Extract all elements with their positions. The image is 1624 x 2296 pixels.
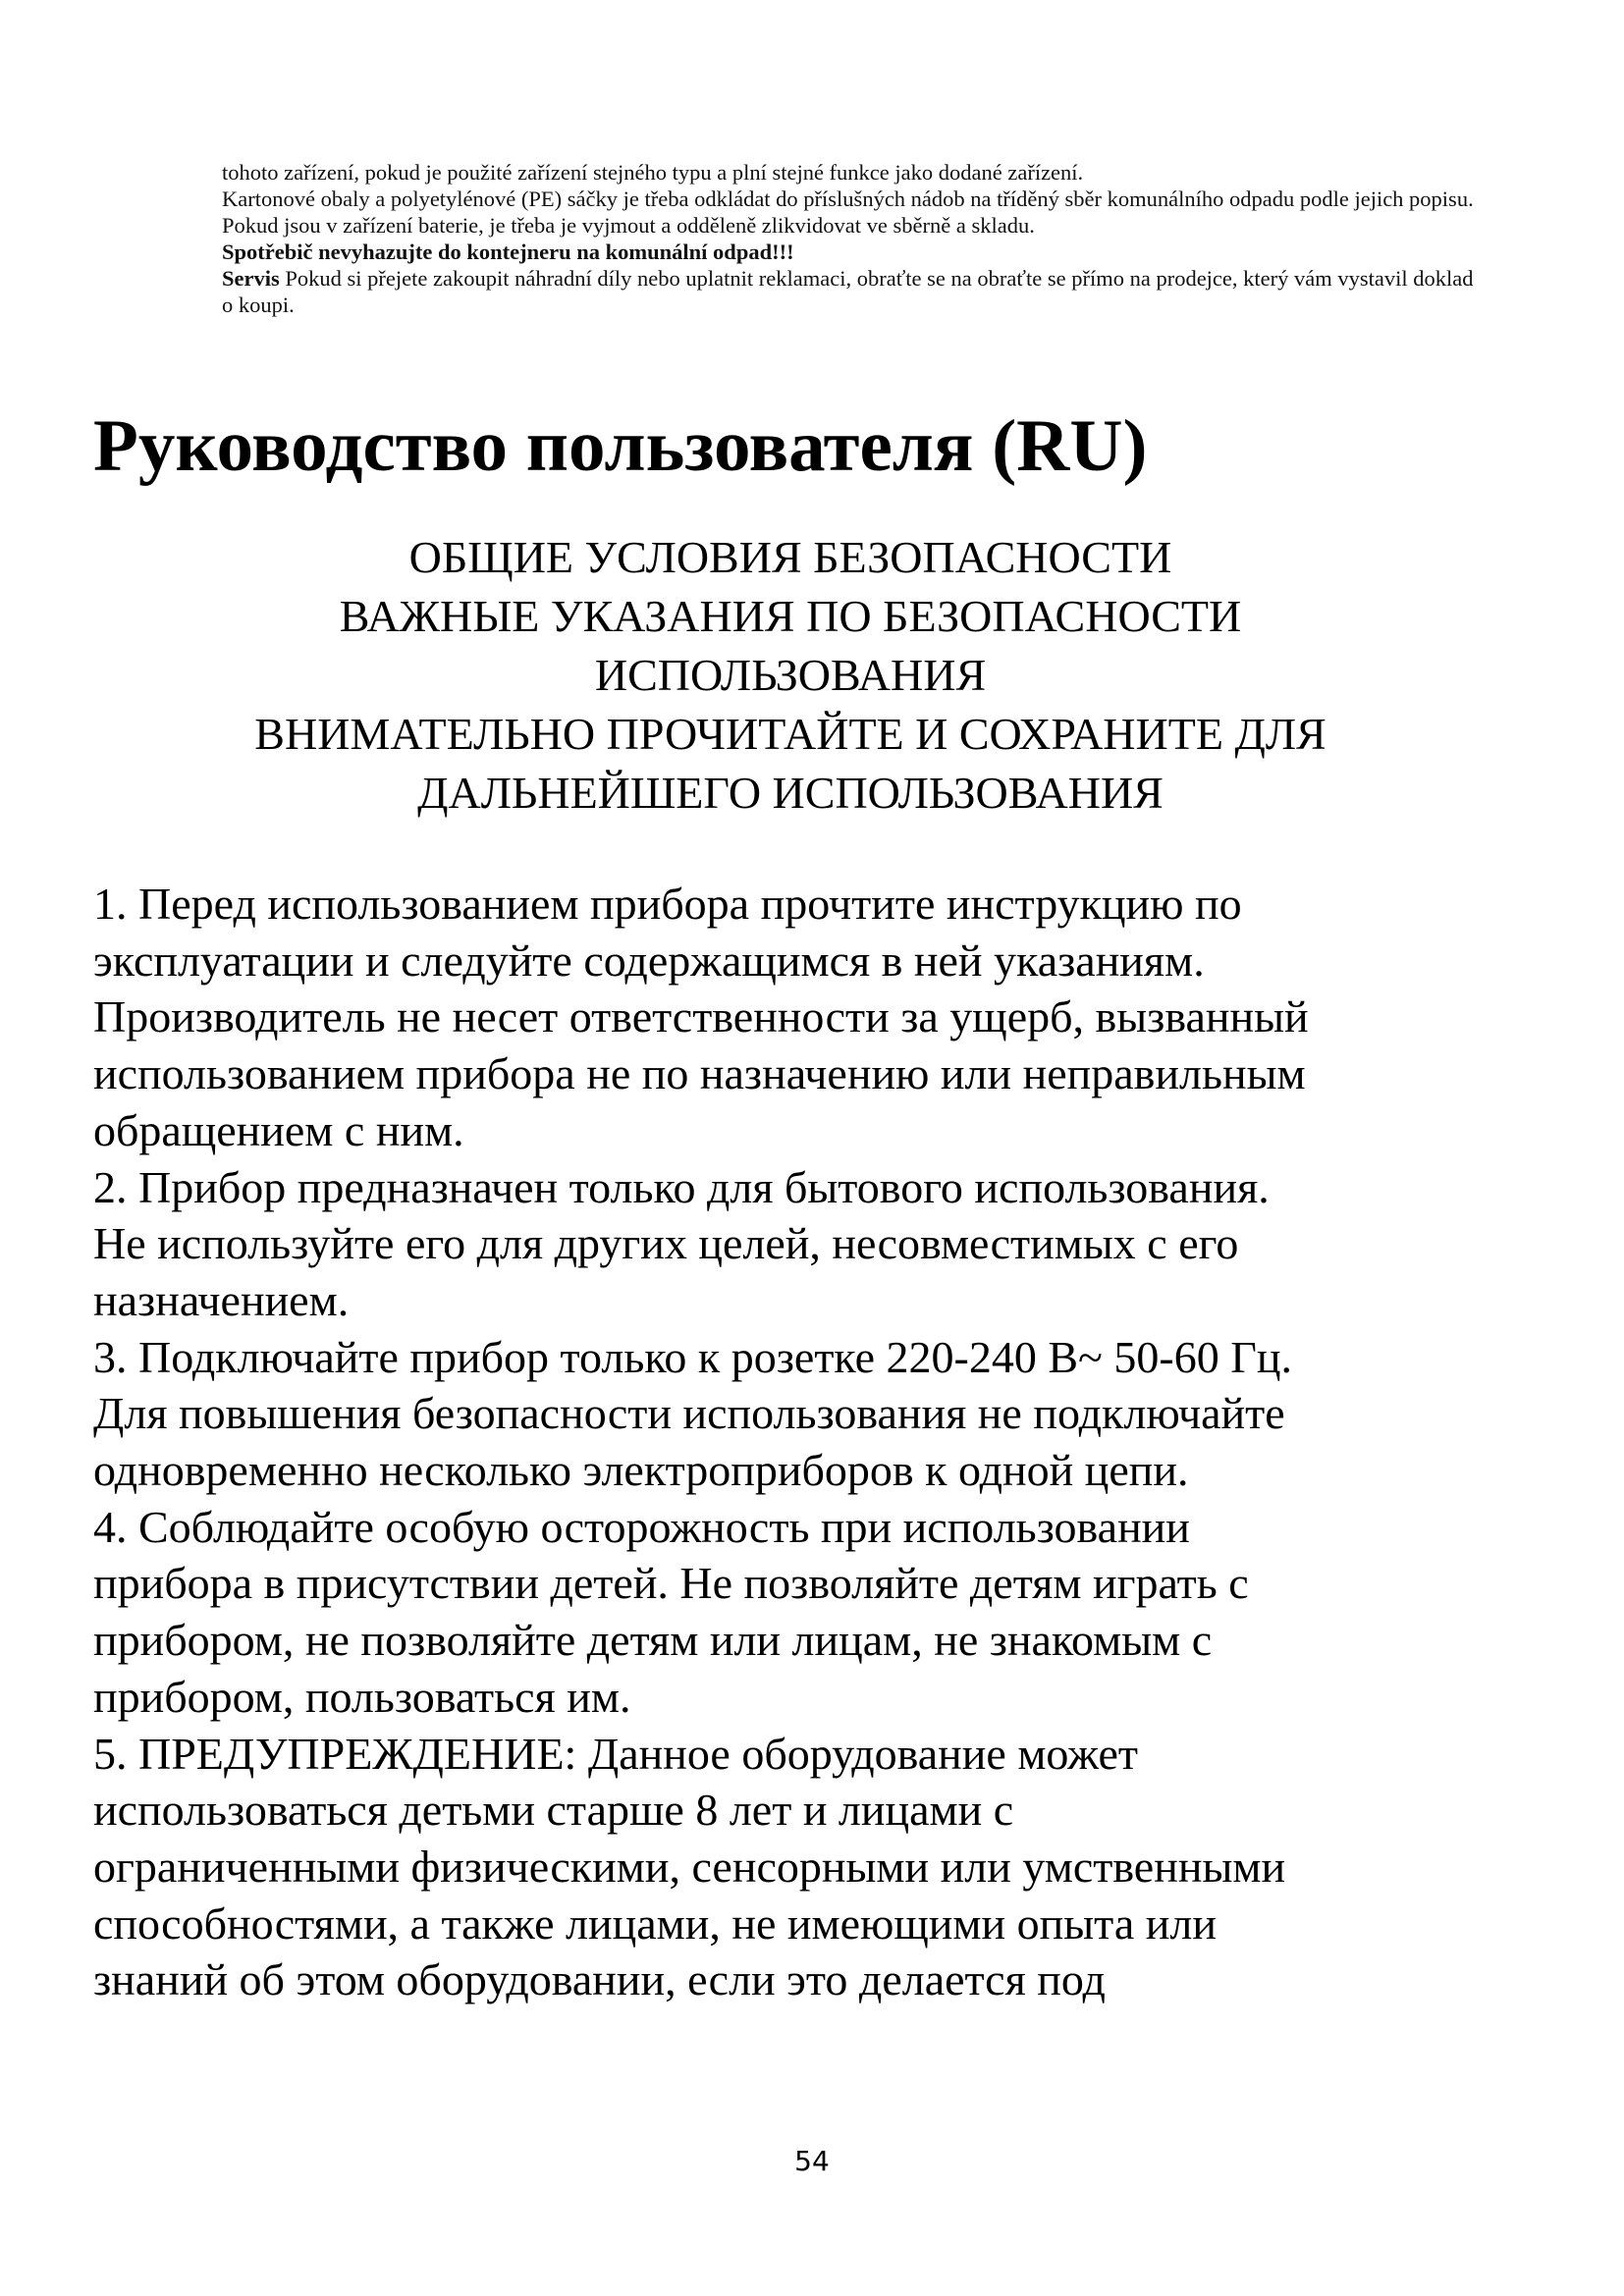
body-line: назначением. xyxy=(93,1274,350,1325)
heading-line: ВНИМАТЕЛЬНО ПРОЧИТАЙТЕ И СОХРАНИТЕ ДЛЯ xyxy=(254,709,1326,759)
safety-heading xyxy=(93,528,1488,823)
body-line: прибором, не позволяйте детям или лицам, не знакомым с xyxy=(93,1615,1213,1666)
body-line: эксплуатации и следуйте содержащимся в ней указаниям. xyxy=(93,934,1205,986)
czech-line: Kartonové obaly a polyetylénové (PE) sáčky je třeba odkládat do příslušných nádob na tříděný sběr komunálního odpadu podle jejich popisu. Pokud jsou v zařízení baterie, je třeba je vyjmout a odděleně zlikvidovat ve sběrně a skladu. xyxy=(222,187,1474,238)
body-line: ограниченными физическими, сенсорными или умственными xyxy=(93,1841,1286,1892)
body-line: 1. Перед использованием прибора прочтите инструкцию по xyxy=(93,879,1242,929)
body-line: способностями, а также лицами, не имеющими опыта или xyxy=(93,1897,1217,1949)
body-line: Не используйте его для других целей, несовместимых с его xyxy=(93,1218,1239,1269)
body-line: Производитель не несет ответственности за ущерб, вызванный xyxy=(93,991,1309,1042)
heading-line: ИСПОЛЬЗОВАНИЯ xyxy=(594,650,987,700)
body-line: одновременно несколько электроприборов к одной цепи. xyxy=(93,1445,1189,1496)
service-label: Servis xyxy=(222,266,280,291)
czech-disposal-section xyxy=(222,159,1489,318)
service-text: Pokud si přejete zakoupit náhradní díly nebo uplatnit reklamaci, obraťte se na obraťte se přímo na prodejce, který vám vystavil doklad o koupi. xyxy=(222,266,1474,317)
czech-warning-text: Spotřebič nevyhazujte do kontejneru na komunální odpad!!! xyxy=(222,240,794,264)
czech-warning xyxy=(222,239,1489,265)
czech-line: tohoto zařízení, pokud je použité zařízení stejného typu a plní stejné funkce jako dodané zařízení. xyxy=(222,160,1084,185)
body-line: Для повышения безопасности использования не подключайте xyxy=(93,1388,1285,1439)
czech-service xyxy=(222,265,1489,318)
body-line: 5. ПРЕДУПРЕЖДЕНИЕ: Данное оборудование может xyxy=(93,1728,1138,1779)
body-line: 4. Соблюдайте особую осторожность при использовании xyxy=(93,1501,1190,1552)
safety-instructions xyxy=(93,876,1527,2008)
heading-line: ДАЛЬНЕЙШЕГО ИСПОЛЬЗОВАНИЯ xyxy=(417,768,1164,818)
body-line: обращением с ним. xyxy=(93,1104,464,1155)
body-line: прибором, пользоваться им. xyxy=(93,1671,631,1722)
body-line: 2. Прибор предназначен только для бытового использования. xyxy=(93,1161,1270,1212)
body-line: прибора в присутствии детей. Не позволяйте детям играть с xyxy=(93,1558,1249,1609)
body-line: 3. Подключайте прибор только к розетке 220-240 В~ 50-60 Гц. xyxy=(93,1331,1292,1382)
page-title: Руководство пользователя (RU) xyxy=(93,405,1148,487)
body-line: использоваться детьми старше 8 лет и лицами с xyxy=(93,1785,1014,1836)
body-line: знаний об этом оборудовании, если это делается под xyxy=(93,1954,1106,2005)
heading-line: ОБЩИЕ УСЛОВИЯ БЕЗОПАСНОСТИ xyxy=(408,532,1172,582)
body-line: использованием прибора не по назначению или неправильным xyxy=(93,1048,1306,1099)
page-number: 54 xyxy=(794,2145,830,2177)
heading-line: ВАЖНЫЕ УКАЗАНИЯ ПО БЕЗОПАСНОСТИ xyxy=(339,591,1242,641)
